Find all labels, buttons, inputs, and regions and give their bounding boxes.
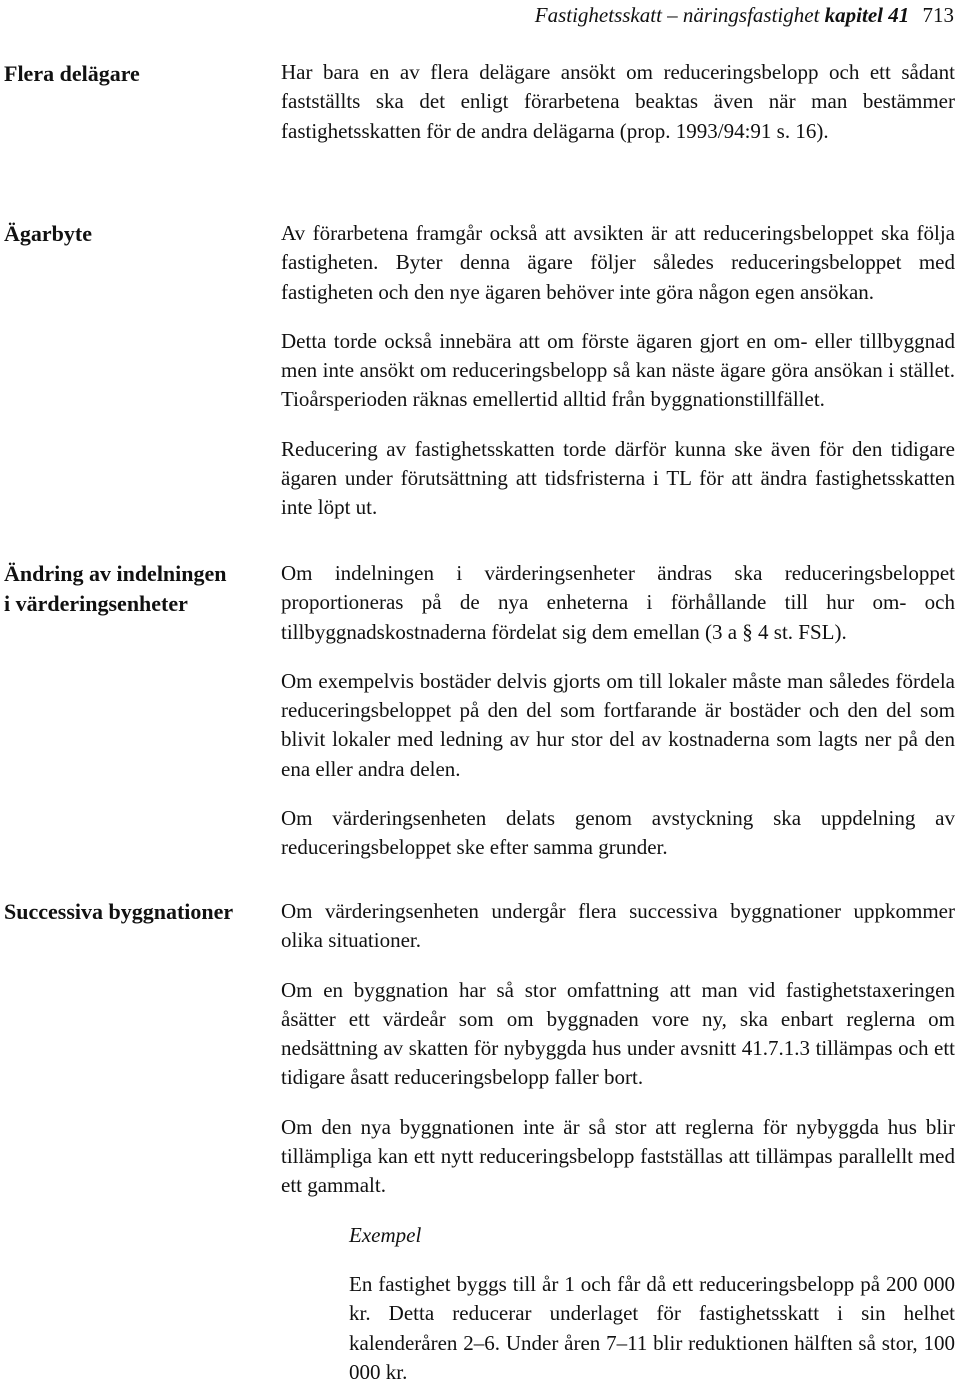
paragraph: Av förarbetena framgår också att avsikten är att reduceringsbeloppet ska följa fastigheten. Byter denna ägare följer således reduceringsbeloppet med fastigheten och den nye ägaren behöver inte göra någon egen ansökan. <box>281 221 955 304</box>
header-chapter: kapitel 41 <box>824 3 910 27</box>
paragraph: Om indelningen i värderingsenheter ändras ska reduceringsbeloppet proportioneras på de nya enheterna i förhållande till hur om- och tillbyggnadskostnaderna fördelat sig dem emellan (3 a § 4 st. FSL). <box>281 561 955 644</box>
example-text: En fastighet byggs till år 1 och får då ett reduceringsbelopp på 200 000 kr. Detta reducerar underlaget för fastighetsskatt i sin helhet kalenderåren 2–6. Under åren 7–11 blir reduktionen hälften så stor, 100 000 kr. <box>349 1271 955 1384</box>
margin-heading-andring-av-indelningen: Ändring av indelningen i värderingsenheter <box>4 561 227 616</box>
margin-heading-agarbyte: Ägarbyte <box>4 221 92 246</box>
paragraph: Om värderingsenheten undergår flera successiva byggnationer uppkommer olika situationer. <box>281 899 955 953</box>
paragraph: Reducering av fastighetsskatten torde därför kunna ske även för den tidigare ägaren under förutsättning att tidsfristerna i TL för att ändra fastighetsskatten inte löpt ut. <box>281 436 955 520</box>
body-section-andring-av-indelningen <box>281 559 955 883</box>
margin-heading-flera-delagare: Flera delägare <box>4 61 140 86</box>
page-number: 713 <box>922 3 954 27</box>
paragraph: Har bara en av flera delägare ansökt om reduceringsbelopp och ett sådant fastställts ska det enligt förarbetena beaktas även när man bestämmer fastighetsskatten för de andra delägarna (prop. 1993/94:91 s. 16). <box>281 60 955 143</box>
paragraph: Om exempelvis bostäder delvis gjorts om till lokaler måste man således fördela reduceringsbeloppet på den del som fortfarande är bostäder och den del som blivit lokaler med ledning av hur stor del av kostnaderna som lagts ner på den ena eller andra delen. <box>281 668 955 781</box>
body-section-flera-delagare <box>281 58 955 166</box>
example-block <box>349 1221 955 1387</box>
paragraph: Om en byggnation har så stor omfattning att man vid fastighetstaxeringen åsätter ett värdeår som om byggnaden vore ny, ska enbart reglerna om nedsättning av skatten för nybyggda hus under avsnitt 41.7.1.3 tillämpas och ett tidigare åsatt reduceringsbelopp faller bort. <box>281 977 955 1090</box>
body-section-agarbyte <box>281 219 955 543</box>
running-header <box>535 2 954 28</box>
paragraph: Detta torde också innebära att om förste ägaren gjort en om- eller tillbyggnad men inte ansökt om reduceringsbelopp så kan näste ägare göra ansökan i stället. Tioårsperioden räknas emellertid alltid från byggnationstillfället. <box>281 328 955 412</box>
margin-heading-successiva-byggnationer: Successiva byggnationer <box>4 899 234 924</box>
paragraph: Om värderingsenheten delats genom avstyckning ska uppdelning av reduceringsbeloppet ske efter samma grunder. <box>281 806 955 860</box>
example-label: Exempel <box>349 1222 422 1247</box>
paragraph: Om den nya byggnationen inte är så stor att reglerna för nybyggda hus blir tillämpliga kan ett nytt reduceringsbelopp fastställas att tillämpas parallellt med ett gammalt. <box>281 1114 955 1198</box>
body-section-successiva-byggnationer <box>281 897 955 1387</box>
header-title: Fastighetsskatt – näringsfastighet <box>534 3 820 27</box>
